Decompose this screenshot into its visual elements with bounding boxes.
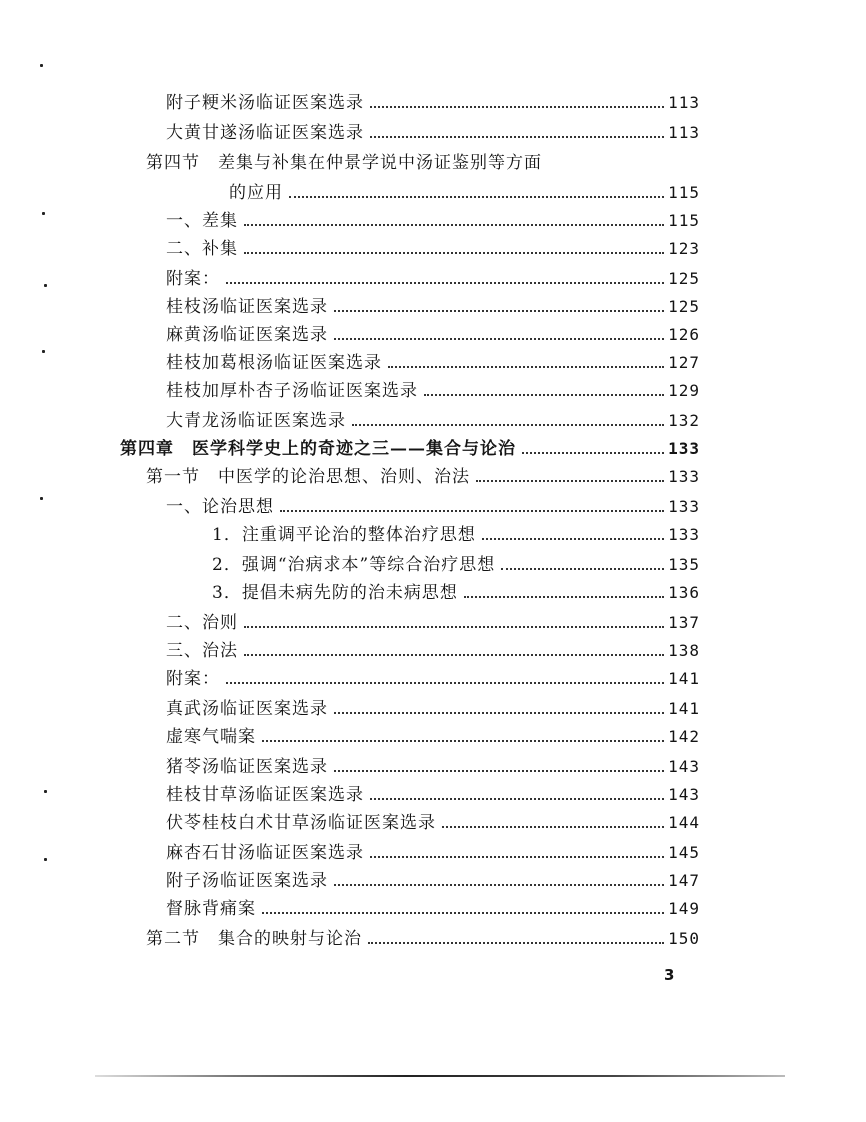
toc-entry[interactable] bbox=[166, 292, 700, 320]
toc-entry[interactable] bbox=[166, 722, 700, 750]
leader-dots bbox=[501, 567, 664, 570]
toc-entry[interactable] bbox=[166, 780, 700, 808]
toc-entry-page: 145 bbox=[668, 843, 700, 862]
toc-entry[interactable] bbox=[166, 348, 700, 376]
toc-entry-label: 督脉背痛案 bbox=[166, 899, 256, 919]
toc-entry-page: 133 bbox=[668, 525, 700, 544]
toc-entry-label: 麻杏石甘汤临证医案选录 bbox=[166, 843, 364, 863]
toc-entry-page: 125 bbox=[668, 297, 700, 316]
toc-entry-page: 141 bbox=[668, 669, 700, 688]
toc-entry[interactable] bbox=[229, 178, 700, 206]
toc-entry-page: 126 bbox=[668, 325, 700, 344]
toc-entry[interactable] bbox=[166, 88, 700, 116]
toc-entry[interactable] bbox=[166, 894, 700, 922]
leader-dots bbox=[464, 595, 664, 598]
leader-dots bbox=[226, 281, 664, 284]
toc-entry[interactable] bbox=[166, 406, 700, 434]
toc-entry[interactable] bbox=[166, 320, 700, 348]
leader-dots bbox=[244, 223, 664, 226]
toc-entry-label: 3．提倡未病先防的治未病思想 bbox=[212, 583, 458, 603]
toc-entry-page: 127 bbox=[668, 353, 700, 372]
toc-entry-label: 第一节 中医学的论治思想、治则、治法 bbox=[146, 467, 470, 487]
leader-dots bbox=[370, 135, 664, 138]
toc-entry-label: 附子粳米汤临证医案选录 bbox=[166, 93, 364, 113]
toc-entry[interactable] bbox=[212, 578, 700, 606]
toc-entry-page: 150 bbox=[668, 929, 700, 948]
leader-dots bbox=[334, 337, 664, 340]
toc-entry[interactable] bbox=[166, 752, 700, 780]
toc-entry-page: 132 bbox=[668, 411, 700, 430]
leader-dots bbox=[280, 509, 664, 512]
toc-entry[interactable] bbox=[166, 636, 700, 664]
toc-entry-label: 桂枝汤临证医案选录 bbox=[166, 297, 328, 317]
toc-entry-label: 猪苓汤临证医案选录 bbox=[166, 757, 328, 777]
leader-dots bbox=[226, 681, 664, 684]
toc-entry-page: 113 bbox=[668, 93, 700, 112]
scan-speck bbox=[40, 497, 43, 500]
toc-entry[interactable] bbox=[212, 550, 700, 578]
leader-dots bbox=[442, 825, 664, 828]
toc-entry-label: 附案： bbox=[166, 269, 220, 289]
toc-entry[interactable] bbox=[166, 206, 700, 234]
leader-dots bbox=[388, 365, 664, 368]
leader-dots bbox=[262, 911, 664, 914]
scan-speck bbox=[42, 212, 45, 215]
toc-entry-label: 第二节 集合的映射与论治 bbox=[146, 929, 362, 949]
leader-dots bbox=[244, 251, 664, 254]
toc-entry-page: 149 bbox=[668, 899, 700, 918]
page-number: 3 bbox=[664, 966, 675, 984]
toc-entry-page: 133 bbox=[668, 497, 700, 516]
toc-entry-label: 二、治则 bbox=[166, 613, 238, 633]
leader-dots bbox=[262, 739, 664, 742]
toc-entry-page: 123 bbox=[668, 239, 700, 258]
toc-entry-page: 133 bbox=[668, 467, 700, 486]
toc-entry-page: 142 bbox=[668, 727, 700, 746]
toc-entry[interactable] bbox=[166, 264, 700, 292]
scan-speck bbox=[44, 858, 47, 861]
toc-entry[interactable] bbox=[212, 520, 700, 548]
toc-entry[interactable] bbox=[166, 664, 700, 692]
toc-entry-page: 144 bbox=[668, 813, 700, 832]
leader-dots bbox=[370, 105, 664, 108]
toc-entry[interactable] bbox=[166, 694, 700, 722]
toc-entry-page: 136 bbox=[668, 583, 700, 602]
leader-dots bbox=[476, 479, 664, 482]
toc-entry-page: 135 bbox=[668, 555, 700, 574]
leader-dots bbox=[370, 797, 664, 800]
toc-entry-label: 桂枝加葛根汤临证医案选录 bbox=[166, 353, 382, 373]
toc-entry-label: 1．注重调平论治的整体治疗思想 bbox=[212, 525, 476, 545]
scan-speck bbox=[44, 790, 47, 793]
toc-entry[interactable] bbox=[146, 462, 700, 490]
toc-entry-page: 129 bbox=[668, 381, 700, 400]
leader-dots bbox=[334, 309, 664, 312]
leader-dots bbox=[334, 769, 664, 772]
leader-dots bbox=[522, 451, 664, 454]
toc-entry[interactable] bbox=[166, 608, 700, 636]
toc-entry-label: 一、差集 bbox=[166, 211, 238, 231]
toc-entry-label: 附子汤临证医案选录 bbox=[166, 871, 328, 891]
section-heading[interactable]: 第四节 差集与补集在仲景学说中汤证鉴别等方面 bbox=[146, 153, 542, 173]
leader-dots bbox=[424, 393, 664, 396]
scan-speck bbox=[44, 284, 47, 287]
leader-dots bbox=[244, 625, 664, 628]
scan-edge-line bbox=[95, 1075, 785, 1077]
leader-dots bbox=[244, 653, 664, 656]
toc-entry-page: 143 bbox=[668, 785, 700, 804]
toc-entry-label: 附案： bbox=[166, 669, 220, 689]
toc-entry-label: 一、论治思想 bbox=[166, 497, 274, 517]
toc-entry-label: 麻黄汤临证医案选录 bbox=[166, 325, 328, 345]
toc-entry-label: 伏苓桂枝白术甘草汤临证医案选录 bbox=[166, 813, 436, 833]
scan-speck bbox=[42, 350, 45, 353]
scan-speck bbox=[40, 64, 43, 67]
toc-entry-page: 138 bbox=[668, 641, 700, 660]
toc-entry-label: 三、治法 bbox=[166, 641, 238, 661]
toc-entry[interactable] bbox=[166, 234, 700, 262]
leader-dots bbox=[334, 711, 664, 714]
toc-entry[interactable] bbox=[146, 924, 700, 952]
toc-entry-page: 115 bbox=[668, 183, 700, 202]
toc-entry[interactable] bbox=[166, 838, 700, 866]
toc-entry[interactable] bbox=[166, 808, 700, 836]
toc-entry-page: 147 bbox=[668, 871, 700, 890]
toc-entry-label: 大黄甘遂汤临证医案选录 bbox=[166, 123, 364, 143]
leader-dots bbox=[482, 537, 664, 540]
toc-entry-page: 137 bbox=[668, 613, 700, 632]
toc-entry-label: 的应用 bbox=[229, 183, 283, 203]
toc-entry[interactable] bbox=[166, 118, 700, 146]
toc-entry-label: 二、补集 bbox=[166, 239, 238, 259]
toc-entry-label: 大青龙汤临证医案选录 bbox=[166, 411, 346, 431]
leader-dots bbox=[334, 883, 664, 886]
toc-entry-page: 143 bbox=[668, 757, 700, 776]
leader-dots bbox=[368, 941, 664, 944]
toc-entry-label: 虚寒气喘案 bbox=[166, 727, 256, 747]
toc-entry-page: 141 bbox=[668, 699, 700, 718]
toc-entry-label: 桂枝加厚朴杏子汤临证医案选录 bbox=[166, 381, 418, 401]
toc-entry-label: 桂枝甘草汤临证医案选录 bbox=[166, 785, 364, 805]
toc-entry-page: 115 bbox=[668, 211, 700, 230]
toc-entry[interactable] bbox=[166, 866, 700, 894]
toc-entry-label: 第四章 医学科学史上的奇迹之三——集合与论治 bbox=[120, 439, 516, 459]
toc-entry-label: 2．强调“治病求本”等综合治疗思想 bbox=[212, 555, 496, 575]
chapter-entry[interactable] bbox=[120, 434, 700, 462]
toc-entry-page: 125 bbox=[668, 269, 700, 288]
leader-dots bbox=[370, 855, 664, 858]
toc-entry[interactable] bbox=[166, 492, 700, 520]
leader-dots bbox=[289, 195, 664, 198]
toc-entry[interactable] bbox=[166, 376, 700, 404]
toc-entry-label: 真武汤临证医案选录 bbox=[166, 699, 328, 719]
toc-entry-page: 113 bbox=[668, 123, 700, 142]
leader-dots bbox=[352, 423, 664, 426]
toc-entry-page: 133 bbox=[668, 439, 700, 458]
